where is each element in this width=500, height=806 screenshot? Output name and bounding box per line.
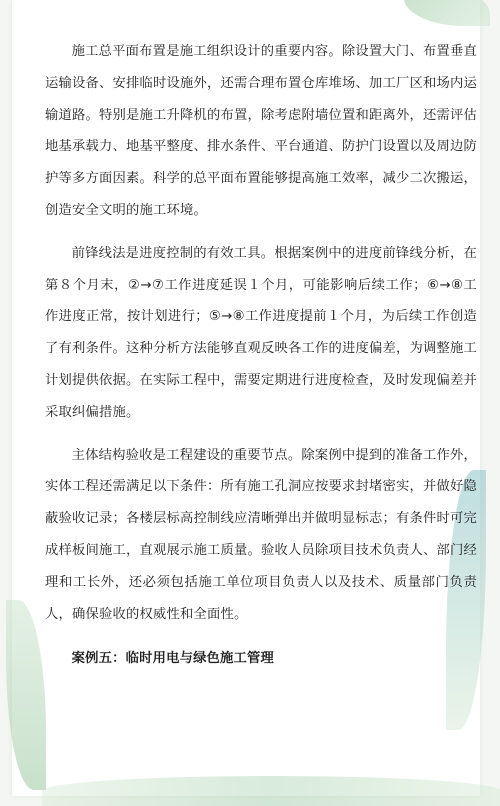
decorative-foliage-bottom — [42, 776, 500, 806]
section-heading: 案例五：临时用电与绿色施工管理 — [71, 651, 275, 667]
article-body — [45, 36, 477, 675]
decorative-leaf-top-right — [404, 0, 490, 26]
decorative-leaf-left — [6, 600, 46, 790]
paragraph-site-layout: 施工总平面布置是施工组织设计的重要内容。除设置大门、布置垂直运输设备、安排临时设施外，还需合理布置仓库堆场、加工厂区和场内运输道路。特别是施工升降机的布置，除考虑附墙位置和距离外，还需评估地基承载力、地基平整度、排水条件、平台通道、防护门设置以及周边防护等多方面因素。科学的总平面布置能够提高施工效率，减少二次搬运，创造安全文明的施工环境。 — [45, 44, 477, 218]
paragraph-structure-acceptance: 主体结构验收是工程建设的重要节点。除案例中提到的准备工作外，实体工程还需满足以下条件：所有施工孔洞应按要求封堵密实，并做好隐蔽验收记录；各楼层标高控制线应清晰弹出并做明显标志；有条件时可完成样板间施工，直观展示施工质量。验收人员除项目技术负责人、部门经理和工长外，还必须包括施工单位项目负责人以及技术、质量部门负责人，确保验收的权威性和全面性。 — [45, 447, 477, 622]
paragraph-progress-frontline: 前锋线法是进度控制的有效工具。根据案例中的进度前锋线分析，在第８个月末，②→⑦工作进度延误１个月，可能影响后续工作；⑥→⑧工作进度正常，按计划进行；⑤→⑧工作进度提前１个月，为后续工作创造了有利条件。这种分析方法能够直观反映各工作的进度偏差，为调整施工计划提供依据。在实际工程中，需要定期进行进度检查，及时发现偏差并采取纠偏措施。 — [45, 245, 477, 420]
document-page — [12, 0, 480, 796]
